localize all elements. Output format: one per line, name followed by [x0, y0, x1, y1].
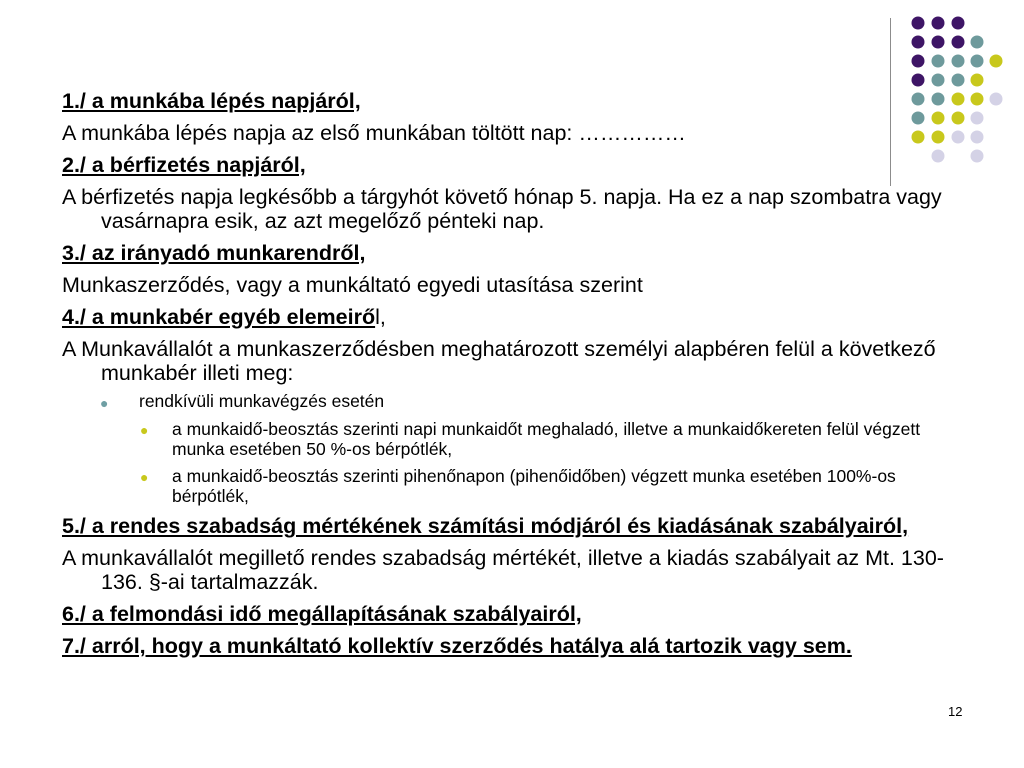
section-6-heading: 6./ a felmondási idő megállapításának szabályairól,	[62, 602, 582, 626]
dot	[971, 74, 984, 87]
dot	[932, 17, 945, 30]
dot	[912, 36, 925, 49]
bullet-icon: ●	[140, 469, 149, 485]
section-5-heading: 5./ a rendes szabadság mértékének számítási módjáról és kiadásának szabályairól,	[62, 514, 909, 538]
list-item-text: a munkaidő-beosztás szerinti pihenőnapon (pihenőidőben) végzett munka esetében 100%-os bérpótlék,	[172, 466, 896, 506]
bullet-icon: ●	[140, 422, 149, 438]
list-item-level2	[62, 419, 967, 459]
list-item-level1	[62, 391, 967, 412]
dot	[990, 93, 1003, 106]
dot	[932, 55, 945, 68]
dot	[952, 17, 965, 30]
section-3-body: Munkaszerződés, vagy a munkáltató egyedi utasítása szerint	[62, 273, 643, 297]
list-item-text: a munkaidő-beosztás szerinti napi munkaidőt meghaladó, illetve a munkaidőkereten felül végzett munka esetében 50 %-os bérpótlék,	[172, 419, 921, 459]
section-4-heading-tail: l,	[375, 305, 386, 329]
list-item-level2	[62, 466, 967, 506]
dot	[952, 55, 965, 68]
section-1-body: A munkába lépés napja az első munkában töltött nap: ……………	[62, 121, 686, 145]
dot	[971, 150, 984, 163]
section-1-heading: 1./ a munkába lépés napjáról,	[62, 89, 361, 113]
bullet-icon: ●	[100, 395, 109, 411]
dot	[971, 93, 984, 106]
dot	[912, 17, 925, 30]
section-7-heading: 7./ arról, hogy a munkáltató kollektív szerződés hatálya alá tartozik vagy sem.	[62, 634, 852, 658]
dot	[912, 74, 925, 87]
list-item-text: rendkívüli munkavégzés esetén	[139, 391, 385, 411]
dot	[952, 74, 965, 87]
section-3-heading: 3./ az irányadó munkarendről,	[62, 241, 366, 265]
dot	[932, 36, 945, 49]
dot	[971, 131, 984, 144]
dot	[990, 55, 1003, 68]
dot	[952, 36, 965, 49]
dot	[912, 55, 925, 68]
dot	[971, 36, 984, 49]
section-4-heading: 4./ a munkabér egyéb elemeirő	[62, 305, 376, 329]
section-5-body: A munkavállalót megillető rendes szabadság mértékét, illetve a kiadás szabályait az Mt. 130-136. §-ai tartalmazzák.	[62, 546, 944, 594]
dot	[932, 74, 945, 87]
section-2-body: A bérfizetés napja legkésőbb a tárgyhót követő hónap 5. napja. Ha ez a nap szombatra vagy vasárnapra esik, az azt megelőző pénteki nap.	[62, 185, 942, 233]
dot	[971, 55, 984, 68]
slide-content	[62, 89, 967, 658]
page-number: 12	[948, 704, 963, 719]
dot	[971, 112, 984, 125]
section-4-body: A Munkavállalót a munkaszerződésben meghatározott személyi alapbéren felül a következő munkabér illeti meg:	[62, 337, 936, 385]
section-2-heading: 2./ a bérfizetés napjáról,	[62, 153, 306, 177]
section-4-heading-line	[62, 305, 967, 329]
